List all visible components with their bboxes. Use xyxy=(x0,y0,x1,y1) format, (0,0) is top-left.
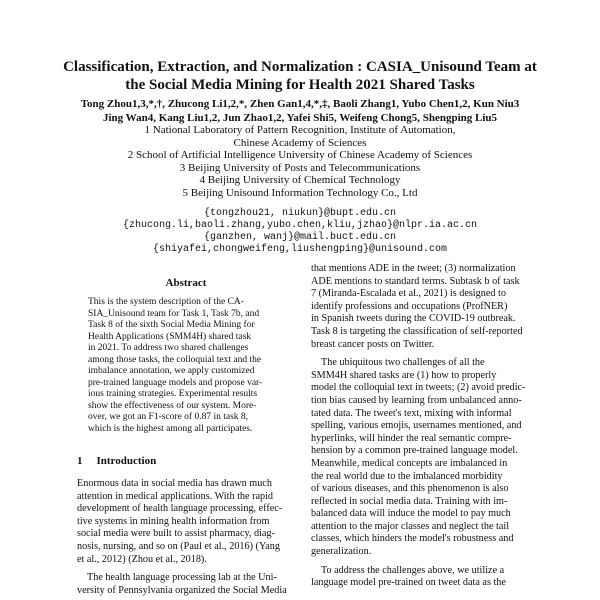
body-line: The ubiquitous two challenges of all the xyxy=(321,357,485,369)
body-line: development of health language processing, effec- xyxy=(77,503,283,515)
body-line: of various diseases, and this phenomenon is also xyxy=(311,483,509,495)
body-line: spelling, various emojis, usernames mentioned, and xyxy=(311,420,522,432)
title-line-1: Classification, Extraction, and Normalization : CASIA_Unisound Team at xyxy=(63,59,537,75)
body-line: Task 8 is targeting the classification of self-reported xyxy=(311,325,523,337)
abstract-line: which is the highest among all participates. xyxy=(88,423,253,434)
abstract-line: This is the system description of the CA- xyxy=(88,297,244,307)
introduction-body xyxy=(77,478,317,597)
affiliations xyxy=(30,124,570,199)
right-column-body xyxy=(311,263,551,590)
authors-line-2: Jing Wan4, Kang Liu1,2, Jun Zhao1,2, Yafei Shi5, Weifeng Chong5, Shengping Liu5 xyxy=(102,112,498,124)
abstract-line: among those tasks, the colloquial text and the xyxy=(88,354,262,365)
abstract-line: Task 8 of the sixth Social Media Mining for xyxy=(88,320,255,330)
body-line: et al., 2012) (Zhou et al., 2018). xyxy=(77,553,207,565)
body-line: 7 (Miranda-Escalada et al., 2021) is designed to xyxy=(311,288,506,300)
abstract-line: imbalance annotation, we apply customized xyxy=(88,366,255,376)
body-line: versity of Pennsylvania organized the Social Media xyxy=(77,584,287,596)
body-line: ADE mentions to standard terms. Subtask b of task xyxy=(311,275,520,287)
abstract-heading: Abstract xyxy=(165,277,207,289)
body-line: attention to the major classes and neglect the tail xyxy=(311,520,510,532)
affiliation-line: 1 National Laboratory of Pattern Recognition, Institute of Automation, xyxy=(144,124,456,136)
abstract-body xyxy=(88,297,288,435)
body-line: social media were built to assist pharmacy, diag- xyxy=(77,528,275,540)
body-line: model the colloquial text in tweets; (2) avoid predic- xyxy=(311,382,526,394)
email-line: {zhucong.li,baoli.zhang,yubo.chen,kliu,jzhao}@nlpr.ia.ac.cn xyxy=(122,220,478,231)
abstract-line: SIA_Unisound team for Task 1, Task 7b, and xyxy=(88,308,260,319)
body-line: The health language processing lab at the Uni- xyxy=(87,572,277,584)
body-line: tive systems in mining health information from xyxy=(77,515,270,527)
author-list xyxy=(30,97,570,125)
authors-line-1: Tong Zhou1,3,*,†, Zhucong Li1,2,*, Zhen Gan1,4,*,‡, Baoli Zhang1, Yubo Chen1,2, Kun Niu3 xyxy=(80,98,520,110)
body-line: identify professions and occupations (ProfNER) xyxy=(311,300,508,312)
body-line: hension by a common pre-trained language model. xyxy=(311,445,518,457)
email-line: {ganzhen, wanj}@mail.buct.edu.cn xyxy=(203,232,397,243)
abstract-line: pre-trained language models and propose var- xyxy=(88,377,263,388)
body-line: Enormous data in social media has drawn much xyxy=(77,478,272,489)
abstract-line: ious training strategies. Experimental results xyxy=(88,389,258,399)
affiliation-line: 2 School of Artificial Intelligence University of Chinese Academy of Sciences xyxy=(127,149,473,161)
body-line: attention in medical applications. With the rapid xyxy=(77,490,274,502)
body-line: Meanwhile, medical concepts are imbalanced in xyxy=(311,457,508,469)
body-line: breast cancer posts on Twitter. xyxy=(311,338,435,350)
body-line: SMM4H shared tasks are (1) how to properly xyxy=(311,369,497,381)
abstract-line: over, we got an F1-score of 0.87 in task 8, xyxy=(88,412,249,422)
body-line: balanced data will induce the model to pay much xyxy=(311,508,511,520)
affiliation-line: Chinese Academy of Sciences xyxy=(233,136,367,149)
author-emails xyxy=(30,208,570,256)
section-heading-introduction xyxy=(77,455,170,467)
affiliation-line: 4 Beijing University of Chemical Technology xyxy=(199,174,401,186)
body-line: reflected in social media data. Training with im- xyxy=(311,495,508,507)
abstract-line: in 2021. To address two shared challenges xyxy=(88,343,249,353)
title-line-2: the Social Media Mining for Health 2021 Shared Tasks xyxy=(125,77,475,93)
body-line: tion bias caused by learning from unbalanced anno- xyxy=(311,394,522,406)
abstract-line: show the effectiveness of our system. More- xyxy=(88,400,257,411)
body-line: language model pre-trained on tweet data as the xyxy=(311,577,506,589)
body-line: the real world due to the imbalanced morbidity xyxy=(311,470,503,482)
body-line: tated data. The tweet's text, mixing with informal xyxy=(311,407,512,419)
section-number: 1 xyxy=(77,455,83,467)
body-line: classes, which hinders the model's robustness and xyxy=(311,533,514,545)
body-line: in Spanish tweets during the COVID-19 outbreak. xyxy=(311,313,516,325)
email-line: {tongzhou21, niukun}@bupt.edu.cn xyxy=(203,208,397,219)
abstract-line: Health Applications (SMM4H) shared task xyxy=(88,331,252,342)
body-line: nosis, nursing, and so on (Paul et al., 2016) (Yang xyxy=(77,540,280,552)
body-line: generalization. xyxy=(311,546,372,558)
body-line: To address the challenges above, we utilize a xyxy=(321,564,505,576)
affiliation-line: 3 Beijing University of Posts and Telecommunications xyxy=(179,161,421,174)
body-line: that mentions ADE in the tweet; (3) normalization xyxy=(311,263,516,274)
paper-title xyxy=(40,58,560,94)
affiliation-line: 5 Beijing Unisound Information Technology Co., Ltd xyxy=(182,186,418,199)
email-line: {shiyafei,chongweifeng,liushengping}@unisound.com xyxy=(152,244,448,255)
body-line: hyperlinks, will hinder the real semantic compre- xyxy=(311,432,512,444)
section-title: Introduction xyxy=(96,455,157,467)
